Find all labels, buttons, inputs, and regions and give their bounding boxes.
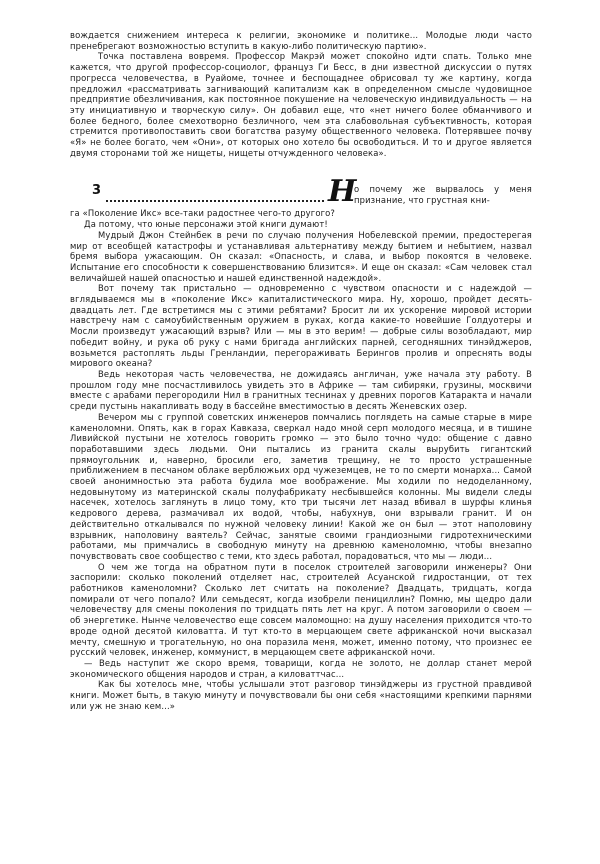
- section-number: 3: [92, 183, 102, 199]
- paragraph-7: — Ведь наступит же скоро время, товарищи, когда не золото, не доллар станет мерой экономического общения народов и стран, а киловаттчас...: [70, 657, 532, 679]
- section-dot-leader: [106, 186, 324, 202]
- paragraph-2: Мудрый Джон Стейнбек в речи по случаю получения Нобелевской премии, предостерегая мир от всеобщей катастрофы и устанавливая альтернативу между бытием и небытием, назвал бремя выбора ужасающим. Он сказал: «Опасность, и слава, и выбор покоятся в человеке. Испытание его способности к совершенствованию близится». И еще он сказал: «Сам человек стал величайшей нашей опасностью и нашей единственной надеждой».: [70, 229, 532, 283]
- drop-cap: Н: [328, 174, 357, 210]
- paragraph-5: Вечером мы с группой советских инженеров помчались поглядеть на самые старые в мире каменоломни. Опять, как в горах Кавказа, сверкал надо мной серп молодого месяца, и в тишине Ливийской пустыни не хотелось говорить громко — это было точно чудо: общение с давно поработавшими здесь людьми. Они пытались из гранита скалы вырубить гигантский прямоугольник и, наверно, бросили его, заметив трещину, не то просто устрашенные приближением в песчаном облаке верблюжьих орд чужеземцев, не то по смерти монарха... Самой своей анонимностью эта работа будила мое воображение. Мы ходили по недоделанному, недовынутому из материнской скалы полуфабрикату несбывшейся колонны. Мы видели следы насечек, хотелось заглянуть в лицо тому, кто три тысячи лет назад вбивал в шурфы клинья кедрового дерева, размачивал их водой, чтобы, набухнув, они взрывали гранит. И он действительно откалывался по нужной человеку линии! Какой же он был — этот наполовину взрывник, наполовину ваятель? Сейчас, занятые своими грандиозными гидротехническими работами, мы примчались в свободную минуту на древнюю каменоломню, чтобы внезапно почувствовать свое сообщество с теми, кто здесь работал, порадоваться, что мы — люди...: [70, 411, 532, 561]
- document-page: [70, 30, 532, 711]
- paragraph-8: Как бы хотелось мне, чтобы услышали этот разговор тинэйджеры из грустной правдивой книги. Может быть, в такую минуту и почувствовали бы они себя «настоящими крепкими парнями или уж не знаю кем...»: [70, 679, 532, 711]
- section-header: [70, 174, 532, 210]
- intro-paragraph-1: вождается снижением интереса к религии, экономике и политике... Молодые люди часто пренебрегают возможностью вступить в какую-либо политическую партию».: [70, 30, 532, 51]
- section-heading-text: [354, 184, 532, 205]
- section-heading-continuation: га «Поколение Икс» все-таки радостнее чего-то другого?: [70, 208, 336, 219]
- paragraph-6: О чем же тогда на обратном пути в поселок строителей заговорили инженеры? Они заспорили: сколько поколений отделяет нас, строителей Асуанской гидростанции, от тех работников каменоломни? Сколько лет считать на поколение? Двадцать, тридцать, когда помирали от чего попало? Или семьдесят, когда изобрели пенициллин? Помню, мы щедро дали человечеству для смены поколения по тридцать пять лет на круг. А потом заговорили о своем — об энергетике. Нынче человечество еще совсем маломощно: на душу населения приходится что-то вроде одной десятой киловатта. И тут кто-то в мерцающем свете африканской ночи высказал мечту, смешную и трогательную, но она поразила меня, может, именно потому, что произнес ее русский человек, инженер, коммунист, в мерцающем свете африканской ночи.: [70, 561, 532, 658]
- paragraph-3: Вот почему так пристально — одновременно с чувством опасности и с надеждой — вглядываемся мы в «поколение Икс» капиталистического мира. Ну, хорошо, пройдет десять-двадцать лет. Где встретимся мы с этими ребятами? Бросит ли их ускорение мировой истории навстречу нам с самоубийственным оружием в руках, когда какие-то новейшие Голдуотеры и Мосли произведут ужасающий взрыв? Или — мы в это верим! — добрые силы возобладают, мир победит войну, и рука об руку с нами бригада английских парней, сегодняшних тинэйджеров, возьмется растоплять льды Гренландии, перегораживать Берингов пролив и опреснять воды мирового океана?: [70, 283, 532, 369]
- intro-paragraph-2: Точка поставлена вовремя. Профессор Макрэй может спокойно идти спать. Только мне кажется, что другой профессор-социолог, француз Ги Бесс, в дни известной дискуссии о путях прогресса человечества, в Руайоме, точнее и беспощаднее обрисовал ту же картину, когда предложил «рассматривать загнивающий капитализм как в определенном смысле чудовищное предприятие обезличивания, как постоянное покушение на человеческую индивидуальность — на эту инициативную и творческую силу». Он добавил еще, что «нет ничего более обманчивого и более бедного, более смехотворно безличного, чем эта слабовольная субъективность, которая стремится противопоставить свои богатства разуму общественного человека. Потерявшее почву «Я» не более богато, чем «Они», от которых оно хотело бы освободиться. И то и другое является двумя сторонами той же нищеты, нищеты отчужденного человека».: [70, 51, 532, 158]
- paragraph-1: Да потому, что юные персонажи этой книги думают!: [84, 219, 328, 230]
- paragraph-4: Ведь некоторая часть человечества, не дожидаясь англичан, уже начала эту работу. В прошлом году мне посчастливилось увидеть это в Африке — там сибиряки, грузины, москвичи вместе с арабами перегородили Нил в гранитных теснинах у древних порогов Катаракта и начали среди пустынь накапливать воду в бассейне вместимостью в десять Женевских озер.: [70, 368, 532, 412]
- section-heading-line: о почему же вырвалось у меня признание, что грустная кни-: [354, 184, 532, 206]
